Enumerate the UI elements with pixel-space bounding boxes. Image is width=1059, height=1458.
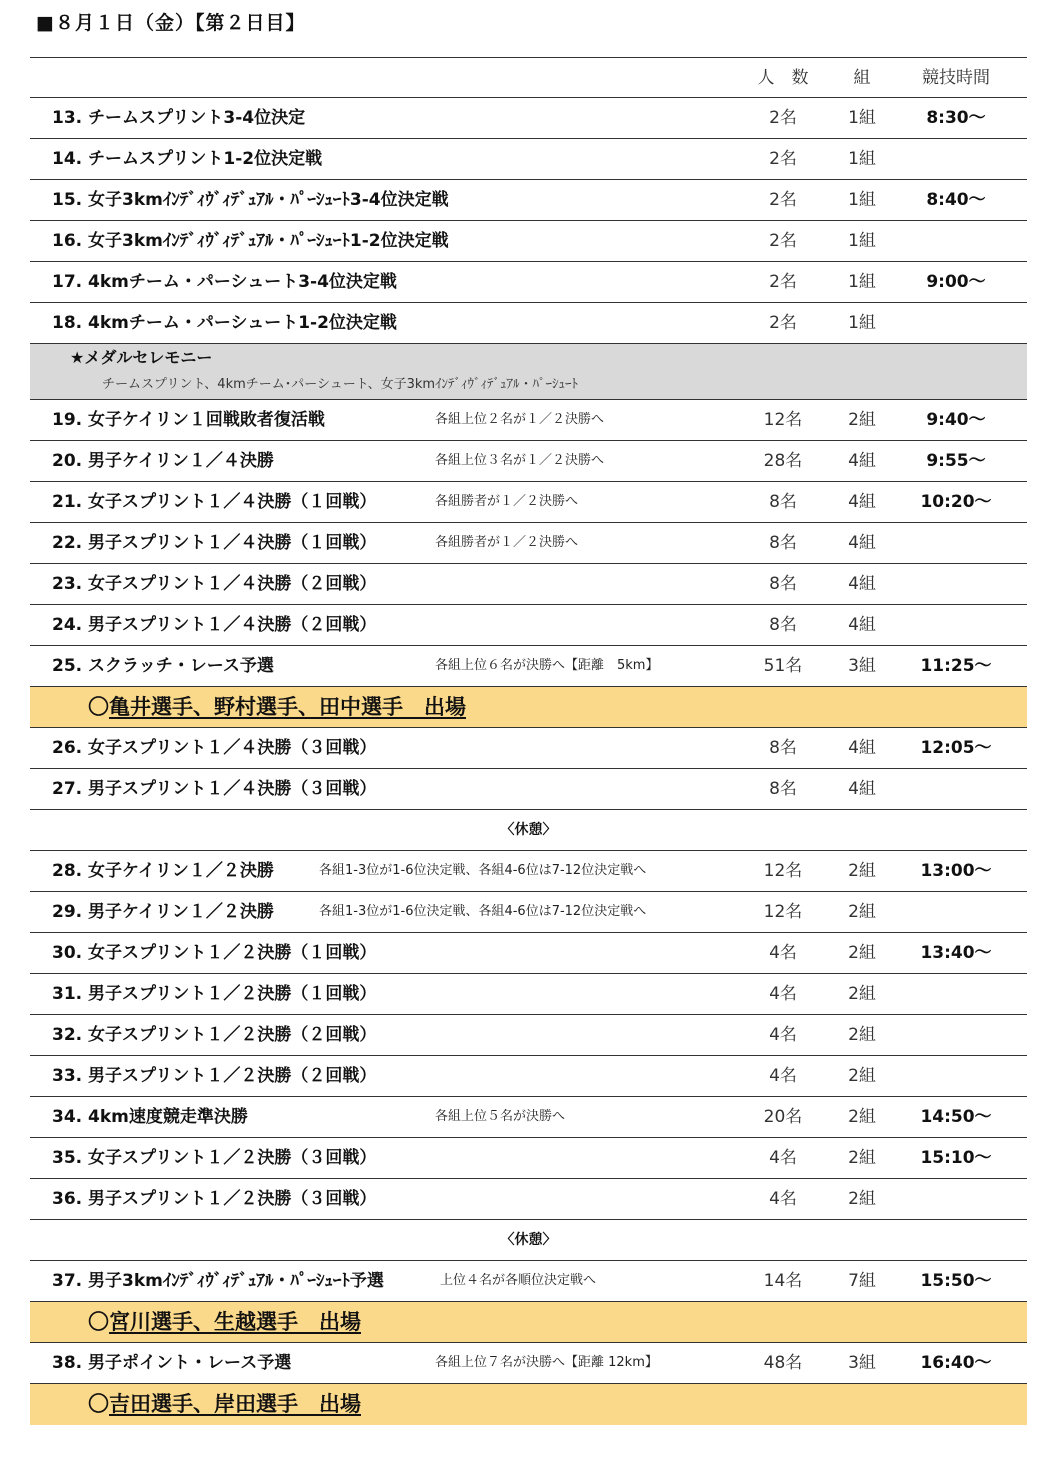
event-time [900, 892, 1012, 932]
event-title: 女子スプリント１／４決勝（３回戦） [88, 738, 377, 758]
event-number: 28. [52, 861, 83, 881]
event-title: 女子スプリント１／２決勝（３回戦） [88, 1148, 377, 1168]
event-row [30, 851, 1027, 892]
event-row [30, 441, 1027, 482]
athlete-highlight-text: 吉田選手、岸田選手 出場 [109, 1392, 361, 1416]
event-note: 各組上位７名が決勝へ【距離 12km】 [435, 1355, 658, 1370]
event-name [52, 400, 325, 440]
athlete-highlight-row [30, 1384, 1027, 1425]
event-title: 男子ケイリン１／４決勝 [88, 451, 274, 471]
event-row [30, 482, 1027, 523]
ceremony-detail: チームスプリント、4kmチーム･パーシュート、女子3kmｲﾝﾃﾞｨｳﾞｨﾃﾞｭｱﾙ・ﾊﾟｰｼｭｰﾄ [102, 377, 579, 392]
event-row [30, 139, 1027, 180]
event-row [30, 98, 1027, 139]
event-note: 各組勝者が１／２決勝へ [435, 535, 579, 550]
schedule-table [30, 57, 1027, 1425]
event-title: 女子3kmｲﾝﾃﾞｨｳﾞｨﾃﾞｭｱﾙ・ﾊﾟｰｼｭｰﾄ1-2位決定戦 [88, 231, 449, 251]
event-people: 4名 [769, 1148, 797, 1168]
header-people: 人 数 [757, 68, 809, 88]
event-number: 34. [52, 1107, 83, 1127]
event-name [52, 646, 274, 686]
event-note: 各組勝者が１／２決勝へ [435, 494, 579, 509]
event-groups: 4組 [848, 492, 876, 512]
event-title: 男子3kmｲﾝﾃﾞｨｳﾞｨﾃﾞｭｱﾙ・ﾊﾟｰｼｭｰﾄ予選 [88, 1271, 384, 1291]
event-title: チームスプリント3-4位決定 [88, 108, 306, 128]
event-time: 13:00〜 [920, 861, 992, 881]
event-number: 19. [52, 410, 83, 430]
event-time [900, 139, 1012, 179]
event-number: 25. [52, 656, 83, 676]
event-name [52, 262, 397, 302]
event-time [900, 974, 1012, 1014]
event-people: 2名 [769, 231, 797, 251]
event-name [52, 769, 376, 809]
event-people: 20名 [763, 1107, 803, 1127]
event-time: 9:00〜 [926, 272, 986, 292]
event-groups: 4組 [848, 779, 876, 799]
event-row [30, 769, 1027, 810]
event-row [30, 1343, 1027, 1384]
event-number: 13. [52, 108, 83, 128]
event-title: 男子スプリント１／４決勝（２回戦） [88, 615, 377, 635]
event-people: 8名 [769, 533, 797, 553]
header-groups: 組 [853, 68, 871, 88]
event-people: 51名 [763, 656, 803, 676]
event-number: 15. [52, 190, 83, 210]
event-people: 4名 [769, 1066, 797, 1086]
event-groups: 2組 [848, 1148, 876, 1168]
event-name [52, 933, 376, 973]
event-title: 4kmチーム・パーシュート1-2位決定戦 [88, 313, 397, 333]
event-people: 2名 [769, 313, 797, 333]
event-time [900, 769, 1012, 809]
event-number: 32. [52, 1025, 83, 1045]
event-people: 4名 [769, 943, 797, 963]
event-number: 16. [52, 231, 83, 251]
event-groups: 1組 [848, 231, 876, 251]
event-people: 8名 [769, 492, 797, 512]
event-title: 男子スプリント１／４決勝（１回戦） [88, 533, 377, 553]
event-time: 12:05〜 [920, 738, 992, 758]
event-note: 各組1-3位が1-6位決定戦、各組4-6位は7-12位決定戦へ [319, 863, 647, 878]
event-row [30, 221, 1027, 262]
event-note: 各組1-3位が1-6位決定戦、各組4-6位は7-12位決定戦へ [319, 904, 647, 919]
event-name [52, 1056, 376, 1096]
event-note: 上位４名が各順位決定戦へ [440, 1273, 597, 1288]
event-people: 8名 [769, 615, 797, 635]
event-groups: 2組 [848, 1066, 876, 1086]
event-time [900, 303, 1012, 343]
athlete-highlight-row [30, 687, 1027, 728]
event-title: 男子ポイント・レース予選 [88, 1353, 292, 1373]
event-number: 38. [52, 1353, 83, 1373]
event-groups: 1組 [848, 108, 876, 128]
event-title: スクラッチ・レース予選 [88, 656, 274, 676]
event-people: 2名 [769, 190, 797, 210]
event-title: 女子ケイリン１回戦敗者復活戦 [88, 410, 325, 430]
event-name [52, 1179, 376, 1219]
event-name [52, 892, 274, 932]
event-name [52, 98, 305, 138]
event-number: 35. [52, 1148, 83, 1168]
event-number: 17. [52, 272, 83, 292]
circle-mark: 〇 [88, 695, 109, 719]
event-name [52, 1015, 376, 1055]
event-number: 21. [52, 492, 83, 512]
event-groups: 4組 [848, 451, 876, 471]
event-title: 男子スプリント１／２決勝（３回戦） [88, 1189, 377, 1209]
event-time [900, 605, 1012, 645]
event-name [52, 605, 376, 645]
athlete-highlight-text: 亀井選手、野村選手、田中選手 出場 [109, 695, 466, 719]
event-time: 9:40〜 [926, 410, 986, 430]
event-groups: 2組 [848, 1189, 876, 1209]
event-row [30, 564, 1027, 605]
event-number: 37. [52, 1271, 83, 1291]
event-people: 8名 [769, 738, 797, 758]
event-groups: 2組 [848, 861, 876, 881]
event-people: 2名 [769, 149, 797, 169]
event-groups: 3組 [848, 656, 876, 676]
event-number: 36. [52, 1189, 83, 1209]
page-title: ■８月１日（金）【第２日目】 [36, 12, 306, 34]
event-people: 28名 [763, 451, 803, 471]
event-name [52, 1138, 376, 1178]
event-row [30, 303, 1027, 344]
event-people: 4名 [769, 1189, 797, 1209]
event-name [52, 1097, 248, 1137]
event-row [30, 1056, 1027, 1097]
event-groups: 1組 [848, 313, 876, 333]
event-row [30, 1015, 1027, 1056]
event-people: 14名 [763, 1271, 803, 1291]
event-row [30, 974, 1027, 1015]
event-time: 15:10〜 [920, 1148, 992, 1168]
event-time: 9:55〜 [926, 451, 986, 471]
event-name [52, 974, 376, 1014]
event-title: 女子スプリント１／２決勝（２回戦） [88, 1025, 377, 1045]
athlete-highlight-text: 宮川選手、生越選手 出場 [109, 1310, 361, 1334]
event-groups: 1組 [848, 190, 876, 210]
event-groups: 1組 [848, 272, 876, 292]
ceremony-title: ★メダルセレモニー [70, 348, 213, 367]
event-note: 各組上位３名が１／２決勝へ [435, 453, 605, 468]
break-row: 〈休憩〉 [30, 1220, 1027, 1261]
event-people: 8名 [769, 779, 797, 799]
event-groups: 1組 [848, 149, 876, 169]
event-number: 26. [52, 738, 83, 758]
event-title: 4km速度競走準決勝 [88, 1107, 248, 1127]
event-time [900, 564, 1012, 604]
event-title: 女子スプリント１／２決勝（１回戦） [88, 943, 377, 963]
event-time [900, 221, 1012, 261]
event-number: 31. [52, 984, 83, 1004]
medal-ceremony-row [30, 344, 1027, 400]
event-people: 2名 [769, 272, 797, 292]
event-number: 22. [52, 533, 83, 553]
event-time [900, 523, 1012, 563]
event-time: 15:50〜 [920, 1271, 992, 1291]
event-row [30, 1138, 1027, 1179]
event-title: 女子ケイリン１／２決勝 [88, 861, 274, 881]
event-number: 27. [52, 779, 83, 799]
event-people: 48名 [763, 1353, 803, 1373]
header-time: 競技時間 [922, 68, 990, 88]
event-name [52, 180, 449, 220]
event-time [900, 1015, 1012, 1055]
event-title: 女子スプリント１／４決勝（１回戦） [88, 492, 377, 512]
circle-mark: 〇 [88, 1392, 109, 1416]
event-time [900, 1056, 1012, 1096]
event-groups: 4組 [848, 738, 876, 758]
event-name [52, 482, 376, 522]
event-people: 12名 [763, 902, 803, 922]
event-groups: 4組 [848, 574, 876, 594]
event-title: 男子スプリント１／２決勝（１回戦） [88, 984, 377, 1004]
event-name [52, 1261, 384, 1301]
event-note: 各組上位６名が決勝へ【距離 5km】 [435, 658, 659, 673]
event-name [52, 523, 376, 563]
event-time [900, 1179, 1012, 1219]
event-name [52, 441, 274, 481]
event-row [30, 1097, 1027, 1138]
event-groups: 2組 [848, 943, 876, 963]
event-row [30, 400, 1027, 441]
event-time: 8:40〜 [926, 190, 986, 210]
event-time: 11:25〜 [920, 656, 992, 676]
event-title: 女子3kmｲﾝﾃﾞｨｳﾞｨﾃﾞｭｱﾙ・ﾊﾟｰｼｭｰﾄ3-4位決定戦 [88, 190, 449, 210]
event-name [52, 564, 376, 604]
event-title: 女子スプリント１／４決勝（２回戦） [88, 574, 377, 594]
event-row [30, 262, 1027, 303]
event-name [52, 139, 322, 179]
event-people: 8名 [769, 574, 797, 594]
event-people: 4名 [769, 984, 797, 1004]
event-title: 男子スプリント１／４決勝（３回戦） [88, 779, 377, 799]
event-row [30, 646, 1027, 687]
event-time: 13:40〜 [920, 943, 992, 963]
event-name [52, 303, 397, 343]
event-time: 8:30〜 [926, 108, 986, 128]
event-note: 各組上位２名が１／２決勝へ [435, 412, 605, 427]
event-row [30, 728, 1027, 769]
event-number: 23. [52, 574, 83, 594]
event-row [30, 933, 1027, 974]
event-number: 24. [52, 615, 83, 635]
event-row [30, 1179, 1027, 1220]
table-header [30, 57, 1027, 98]
event-row [30, 605, 1027, 646]
event-row [30, 1261, 1027, 1302]
event-number: 29. [52, 902, 83, 922]
event-name [52, 851, 274, 891]
event-people: 4名 [769, 1025, 797, 1045]
event-time: 14:50〜 [920, 1107, 992, 1127]
event-groups: 2組 [848, 1025, 876, 1045]
event-name [52, 221, 449, 261]
event-name [52, 728, 376, 768]
event-people: 12名 [763, 410, 803, 430]
event-groups: 2組 [848, 902, 876, 922]
athlete-highlight-row [30, 1302, 1027, 1343]
event-groups: 3組 [848, 1353, 876, 1373]
event-name [52, 1343, 291, 1383]
break-row: 〈休憩〉 [30, 810, 1027, 851]
event-number: 18. [52, 313, 83, 333]
event-title: 男子ケイリン１／２決勝 [88, 902, 274, 922]
event-time: 10:20〜 [920, 492, 992, 512]
event-note: 各組上位５名が決勝へ [435, 1109, 566, 1124]
event-number: 33. [52, 1066, 83, 1086]
event-groups: 2組 [848, 410, 876, 430]
event-number: 20. [52, 451, 83, 471]
event-groups: 2組 [848, 984, 876, 1004]
event-title: 男子スプリント１／２決勝（２回戦） [88, 1066, 377, 1086]
event-time: 16:40〜 [920, 1353, 992, 1373]
event-groups: 4組 [848, 615, 876, 635]
circle-mark: 〇 [88, 1310, 109, 1334]
event-row [30, 892, 1027, 933]
event-number: 30. [52, 943, 83, 963]
event-people: 2名 [769, 108, 797, 128]
event-title: チームスプリント1-2位決定戦 [88, 149, 323, 169]
event-number: 14. [52, 149, 83, 169]
event-people: 12名 [763, 861, 803, 881]
event-groups: 7組 [848, 1271, 876, 1291]
event-title: 4kmチーム・パーシュート3-4位決定戦 [88, 272, 397, 292]
event-groups: 2組 [848, 1107, 876, 1127]
event-groups: 4組 [848, 533, 876, 553]
event-row [30, 523, 1027, 564]
event-row [30, 180, 1027, 221]
